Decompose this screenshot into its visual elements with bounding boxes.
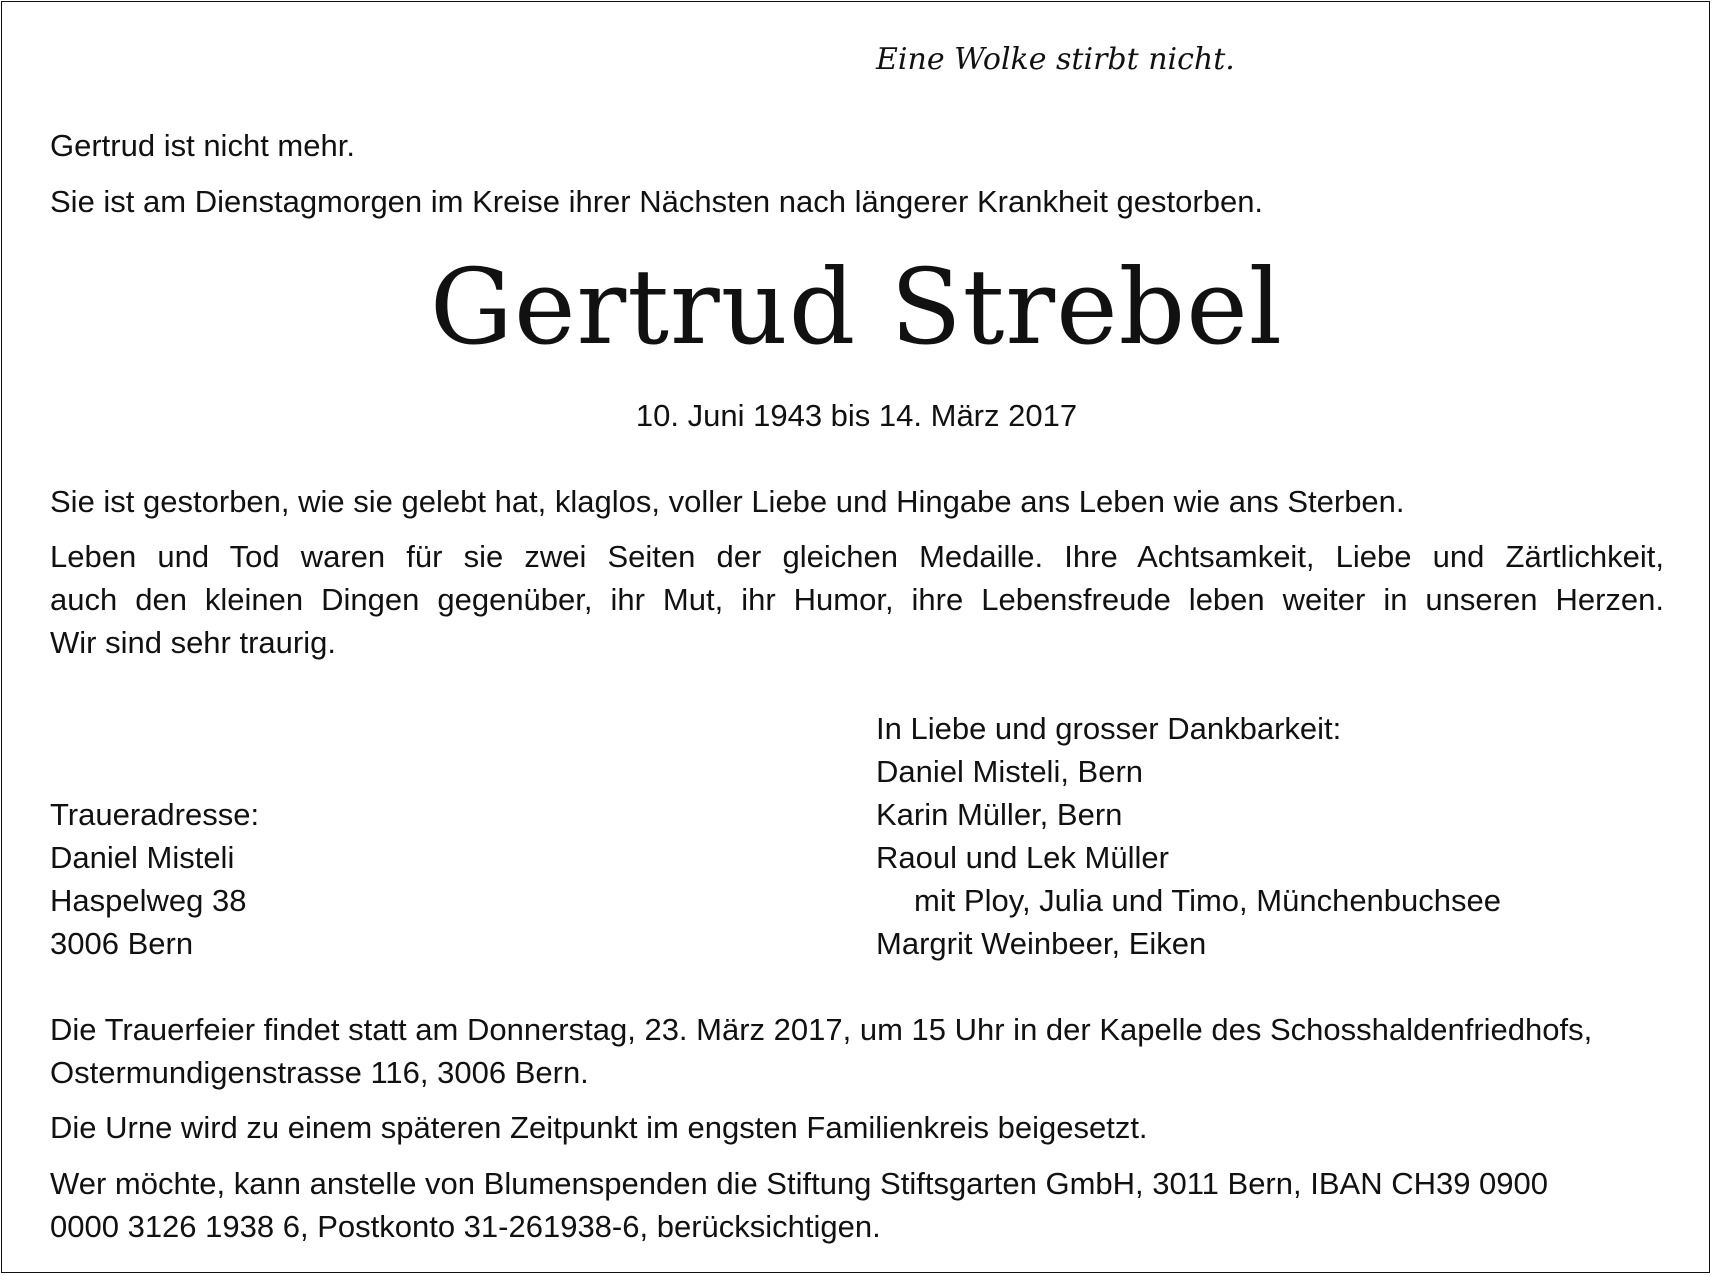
address-line: Haspelweg 38 — [50, 883, 247, 918]
ceremony-line-2: Ostermundigenstrasse 116, 3006 Bern. — [50, 1055, 589, 1090]
donation-line-1: Wer möchte, kann anstelle von Blumenspenden die Stiftung Stiftsgarten GmbH, 3011 Bern, IBAN CH39 0900 — [50, 1166, 1549, 1201]
mourner-name: Karin Müller, Bern — [876, 797, 1123, 832]
mourners-heading: In Liebe und grosser Dankbarkeit: — [876, 711, 1342, 746]
mourner-name: Raoul und Lek Müller — [876, 840, 1169, 875]
intro-line-1: Gertrud ist nicht mehr. — [50, 128, 355, 163]
urn-notice: Die Urne wird zu einem späteren Zeitpunkt im engsten Familienkreis beigesetzt. — [50, 1110, 1148, 1145]
motto-quote: Eine Wolke stirbt nicht. — [876, 42, 1235, 77]
donation-line-2: 0000 3126 1938 6, Postkonto 31-261938-6, berücksichtigen. — [50, 1209, 881, 1244]
deceased-name: Gertrud Strebel — [429, 246, 1284, 368]
life-dates: 10. Juni 1943 bis 14. März 2017 — [635, 398, 1078, 433]
mourner-name: Margrit Weinbeer, Eiken — [876, 926, 1207, 961]
mourner-name: Daniel Misteli, Bern — [876, 754, 1144, 789]
address-line: 3006 Bern — [50, 926, 194, 961]
ceremony-line-1: Die Trauerfeier findet statt am Donnerstag, 23. März 2017, um 15 Uhr in der Kapelle des Schosshaldenfriedhofs, — [50, 1012, 1593, 1047]
mourner-name-continuation: mit Ploy, Julia und Timo, Münchenbuchsee — [914, 883, 1502, 918]
address-heading: Traueradresse: — [50, 797, 260, 832]
tribute-paragraph-line-2: auch den kleinen Dingen gegenüber, ihr Mut, ihr Humor, ihre Lebensfreude leben weiter in unseren Herzen. — [50, 582, 1664, 617]
tribute-line: Sie ist gestorben, wie sie gelebt hat, klaglos, voller Liebe und Hingabe ans Leben wie ans Sterben. — [50, 484, 1405, 519]
tribute-paragraph-line-1: Leben und Tod waren für sie zwei Seiten der gleichen Medaille. Ihre Achtsamkeit, Liebe und Zärtlichkeit, — [50, 539, 1664, 574]
address-line: Daniel Misteli — [50, 840, 235, 875]
tribute-paragraph-line-3: Wir sind sehr traurig. — [50, 625, 336, 660]
intro-line-2: Sie ist am Dienstagmorgen im Kreise ihrer Nächsten nach längerer Krankheit gestorben. — [50, 184, 1264, 219]
